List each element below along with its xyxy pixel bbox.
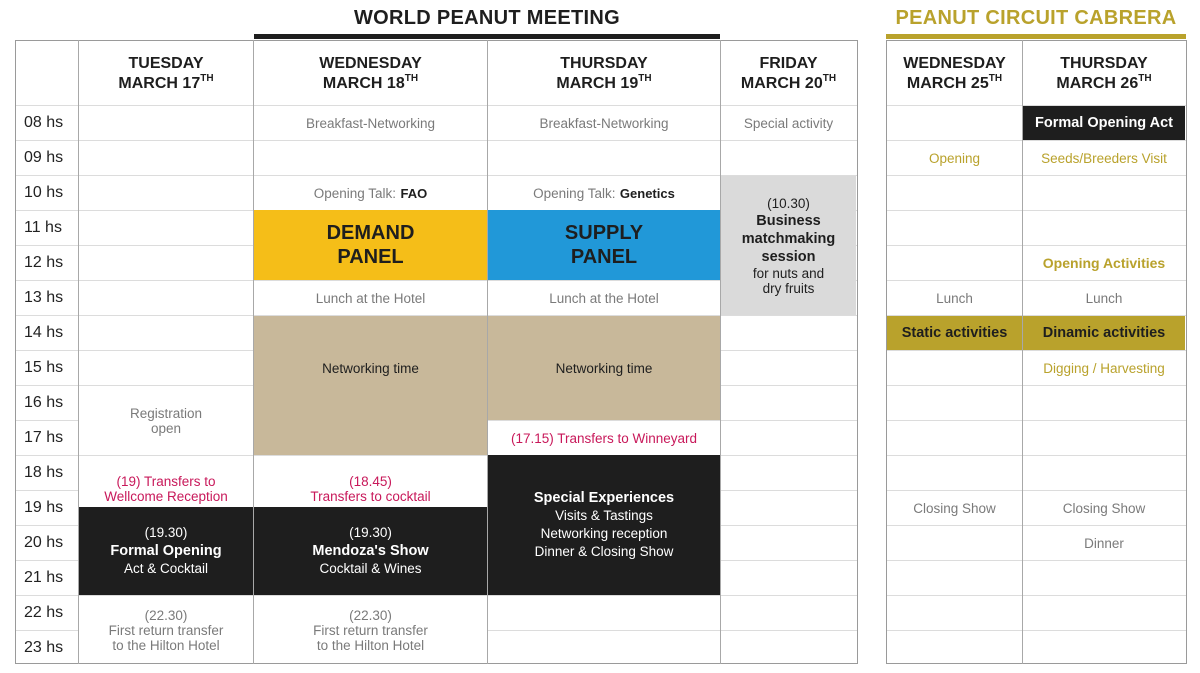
event-sub: Dinner & Closing Show (534, 544, 674, 559)
day-date (721, 74, 856, 94)
hour-label: 20 hs (24, 534, 64, 551)
circuit-table-frame (886, 40, 1187, 664)
event-label: Networking time (555, 360, 653, 376)
day-date-text: MARCH 20 (740, 75, 823, 92)
hour-label: 15 hs (24, 359, 64, 376)
day-date-text: MARCH 26 (1056, 75, 1139, 92)
day-date-text: MARCH 19 (556, 75, 639, 92)
event-time: (22.30) (349, 607, 392, 623)
event-label: Breakfast-Networking (305, 115, 436, 131)
day-header-tue (79, 54, 253, 94)
event-label: Registration open (129, 405, 203, 436)
event-label: Opening Talk: (533, 185, 616, 201)
hour-label: 09 hs (24, 149, 64, 166)
day-date-text: MARCH 17 (118, 75, 201, 92)
event-time: (19.30) (349, 525, 392, 540)
event-label: to the Hilton Hotel (112, 637, 220, 653)
event-label: (17.15) Transfers to Winneyard (510, 430, 698, 446)
day-header-fri (721, 54, 856, 94)
event-label: Opening Talk: (313, 185, 397, 201)
schedule-table-frame (15, 40, 858, 664)
hour-label: 19 hs (24, 499, 64, 516)
event-value: Genetics (619, 185, 675, 201)
event-label: Closing Show (1062, 500, 1146, 516)
panel-title: SUPPLY (564, 222, 644, 244)
day-name: THURSDAY (1060, 55, 1148, 72)
hour-label: 22 hs (24, 604, 64, 621)
event-label: Digging / Harvesting (1043, 360, 1165, 376)
day-name: WEDNESDAY (319, 55, 422, 72)
day-name: TUESDAY (128, 55, 204, 72)
day-header-thu2 (1023, 54, 1185, 94)
panel-title: PANEL (570, 246, 638, 268)
hour-label: 08 hs (24, 114, 64, 131)
event-title: Formal Opening (110, 543, 222, 559)
event-time: (19.30) (144, 525, 188, 540)
column-divider (487, 40, 488, 664)
panel-title: PANEL (337, 246, 404, 268)
event-title: matchmaking (741, 231, 836, 247)
day-date (254, 74, 487, 94)
hour-label: 18 hs (24, 464, 64, 481)
column-divider (720, 40, 721, 664)
event-label: Transfers to cocktail (310, 489, 431, 504)
event-label: Dinner (1084, 535, 1124, 551)
hour-label: 10 hs (24, 184, 64, 201)
day-name: FRIDAY (759, 55, 818, 72)
panel-title: DEMAND (326, 222, 415, 244)
day-date (887, 74, 1022, 94)
event-sub: Networking reception (540, 526, 668, 541)
hour-label: 11 hs (24, 219, 62, 236)
event-label: Lunch at the Hotel (315, 290, 426, 306)
event-label: Opening (928, 150, 981, 166)
event-label: (19) Transfers to Wellcome Reception (104, 474, 228, 504)
event-sub: Cocktail & Wines (319, 561, 422, 576)
event-label: Breakfast-Networking (539, 115, 669, 131)
event-title: Mendoza's Show (312, 543, 429, 559)
hour-label: 16 hs (24, 394, 64, 411)
hour-label: 23 hs (24, 639, 64, 656)
event-label: Seeds/Breeders Visit (1041, 150, 1167, 166)
day-date (488, 74, 720, 94)
circuit-title: PEANUT CIRCUIT CABRERA (895, 7, 1177, 29)
hour-label: 13 hs (24, 289, 64, 306)
day-header-wed (254, 54, 487, 94)
event-label: First return transfer (108, 622, 224, 638)
day-date-sup: TH (988, 72, 1003, 84)
day-date (1023, 74, 1185, 94)
event-title: Formal Opening Act (1034, 115, 1174, 131)
event-value: FAO (400, 185, 428, 201)
event-label: Lunch (1085, 290, 1123, 306)
event-label: Lunch (936, 290, 973, 306)
event-title: Dinamic activities (1042, 325, 1166, 341)
event-sub: for nuts and (752, 266, 825, 281)
hour-label: 14 hs (24, 324, 64, 341)
day-date-text: MARCH 18 (322, 75, 405, 92)
day-date (79, 74, 253, 94)
event-title: Business (756, 213, 821, 229)
event-label: First return transfer (313, 622, 428, 638)
day-header-thu (488, 54, 720, 94)
hour-label: 12 hs (24, 254, 64, 271)
event-title: Special Experiences (533, 490, 675, 506)
hour-label: 21 hs (24, 569, 64, 586)
column-divider (253, 40, 254, 664)
event-label: Opening Activities (1042, 254, 1166, 271)
event-time: (22.30) (144, 607, 188, 623)
event-label: Networking time (322, 361, 419, 376)
day-date-sup: TH (638, 72, 652, 84)
day-date-text: MARCH 25 (906, 75, 989, 92)
event-label: Special activity (743, 115, 834, 131)
day-name: THURSDAY (560, 55, 648, 72)
day-date-sup: TH (822, 72, 837, 84)
column-divider (1022, 40, 1023, 664)
day-name: WEDNESDAY (903, 55, 1006, 72)
event-sub: Visits & Tastings (555, 508, 653, 523)
event-title: Static activities (901, 325, 1008, 341)
event-title: session (761, 249, 816, 265)
event-time: (10.30) (767, 196, 810, 211)
day-date-sup: TH (200, 72, 214, 84)
event-time: (18.45) (349, 474, 392, 489)
hour-label: 17 hs (24, 429, 64, 446)
day-date-sup: TH (1138, 72, 1152, 84)
event-label: Closing Show (913, 500, 996, 516)
event-sub: Act & Cocktail (123, 561, 209, 576)
main-title: WORLD PEANUT MEETING (354, 7, 620, 29)
event-label: Lunch at the Hotel (549, 290, 659, 306)
event-label: to the Hilton Hotel (316, 637, 425, 653)
column-divider (78, 40, 79, 664)
event-sub: dry fruits (762, 281, 815, 296)
day-date-sup: TH (404, 72, 419, 84)
day-header-wed2 (887, 54, 1022, 94)
